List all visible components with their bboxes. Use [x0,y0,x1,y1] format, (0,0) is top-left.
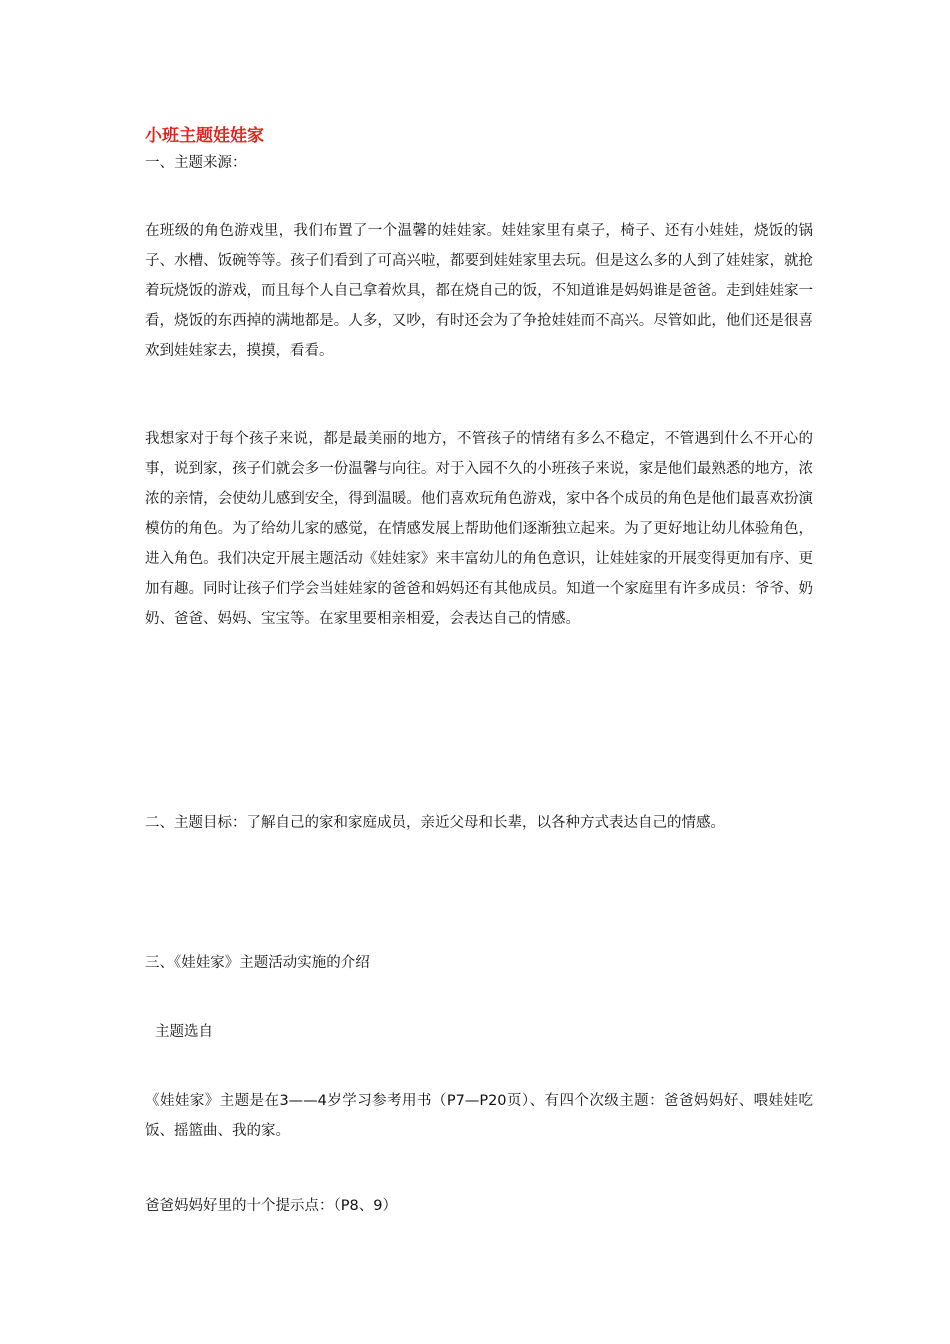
subheading-theme-source: 主题选自 [155,1024,213,1040]
section-3-heading: 三、《娃娃家》主题活动实施的介绍 [145,955,370,971]
section-2-goal: 二、主题目标：了解自己的家和家庭成员，亲近父母和长辈，以各种方式表达自己的情感。 [145,815,725,831]
paragraph-theme-origin: 在班级的角色游戏里，我们布置了一个温馨的娃娃家。娃娃家里有桌子，椅子、还有小娃娃，烧饭的锅子、水槽、饭碗等等。孩子们看到了可高兴啦，都要到娃娃家里去玩。但是这么多的人到了娃娃家，就抢着玩烧饭的游戏，而且每个人自己拿着炊具，都在烧自己的饭，不知道谁是妈妈谁是爸爸。走到娃娃家一看，烧饭的东西掉的满地都是。人多，又吵，有时还会为了争抢娃娃而不高兴。尽管如此，他们还是很喜欢到娃娃家去，摸摸，看看。 [145,223,813,359]
document-title: 小班主题娃娃家 [145,126,264,146]
paragraph-hint-points: 爸爸妈妈好里的十个提示点：（P8、9） [145,1198,397,1214]
paragraph-home-feelings: 我想家对于每个孩子来说，都是最美丽的地方，不管孩子的情绪有多么不稳定，不管遇到什么不开心的事，说到家，孩子们就会多一份温馨与向往。对于入园不久的小班孩子来说，家是他们最熟悉的地方，浓浓的亲情，会使幼儿感到安全，得到温暖。他们喜欢玩角色游戏，家中各个成员的角色是他们最喜欢扮演模仿的角色。为了给幼儿家的感觉，在情感发展上帮助他们逐渐独立起来。为了更好地让幼儿体验角色，进入角色。我们决定开展主题活动《娃娃家》来丰富幼儿的角色意识，让娃娃家的开展变得更加有序、更加有趣。同时让孩子们学会当娃娃家的爸爸和妈妈还有其他成员。知道一个家庭里有许多成员：爷爷、奶奶、爸爸、妈妈、宝宝等。在家里要相亲相爱，会表达自己的情感。 [145,431,813,627]
section-1-heading: 一、主题来源： [145,155,247,171]
paragraph-theme-book: 《娃娃家》主题是在3——4岁学习参考用书（P7—P20页）、有四个次级主题：爸爸妈妈好、喂娃娃吃饭、摇篮曲、我的家。 [145,1093,813,1139]
